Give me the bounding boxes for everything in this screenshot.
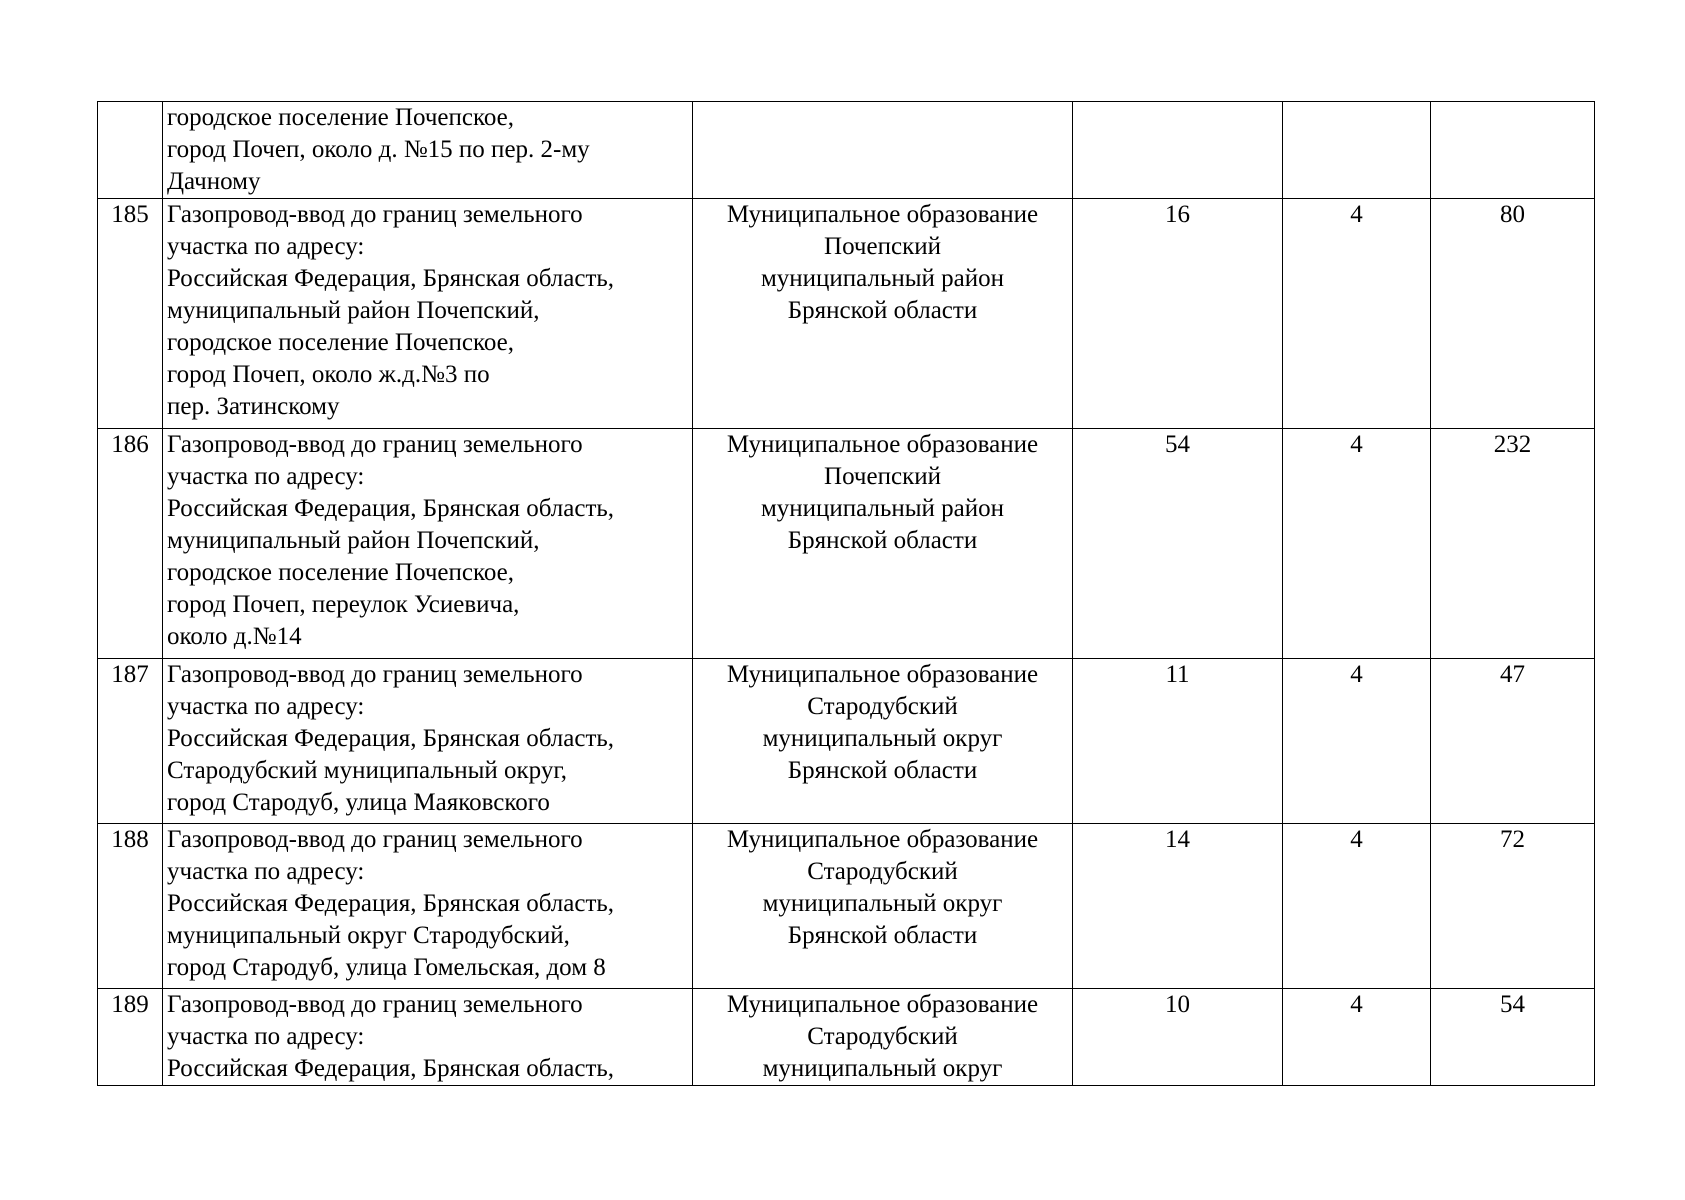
row-number-cell: 186	[98, 429, 163, 659]
table-row	[98, 659, 1595, 824]
value-cell-2: 4	[1283, 824, 1431, 989]
gas-pipeline-table	[97, 101, 1595, 1086]
row-number-cell: 187	[98, 659, 163, 824]
value-cell-3	[1431, 102, 1595, 199]
owner-cell	[693, 102, 1073, 199]
value-cell-2: 4	[1283, 659, 1431, 824]
table-row	[98, 102, 1595, 199]
value-cell-3: 72	[1431, 824, 1595, 989]
address-cell: Газопровод-ввод до границ земельного участка по адресу: Российская Федерация, Брянская область,	[163, 989, 693, 1086]
owner-cell: Муниципальное образование Стародубский муниципальный округ Брянской области	[693, 824, 1073, 989]
row-number-cell: 188	[98, 824, 163, 989]
address-cell: городское поселение Почепское, город Почеп, около д. №15 по пер. 2-му Дачному	[163, 102, 693, 199]
address-cell: Газопровод-ввод до границ земельного участка по адресу: Российская Федерация, Брянская область, Стародубский муниципальный округ, город Стародуб, улица Маяковского	[163, 659, 693, 824]
table-row	[98, 429, 1595, 659]
value-cell-1: 54	[1073, 429, 1283, 659]
value-cell-1	[1073, 102, 1283, 199]
value-cell-2: 4	[1283, 989, 1431, 1086]
value-cell-2	[1283, 102, 1431, 199]
value-cell-3: 232	[1431, 429, 1595, 659]
value-cell-2: 4	[1283, 429, 1431, 659]
value-cell-3: 54	[1431, 989, 1595, 1086]
value-cell-1: 11	[1073, 659, 1283, 824]
row-number-cell	[98, 102, 163, 199]
table-row	[98, 989, 1595, 1086]
address-cell: Газопровод-ввод до границ земельного участка по адресу: Российская Федерация, Брянская область, муниципальный район Почепский, городское поселение Почепское, город Почеп, около ж.д.№3 по пер. Затинскому	[163, 199, 693, 429]
value-cell-1: 16	[1073, 199, 1283, 429]
row-number-cell: 185	[98, 199, 163, 429]
table-row	[98, 824, 1595, 989]
value-cell-3: 47	[1431, 659, 1595, 824]
address-cell: Газопровод-ввод до границ земельного участка по адресу: Российская Федерация, Брянская область, муниципальный округ Стародубский, город Стародуб, улица Гомельская, дом 8	[163, 824, 693, 989]
owner-cell: Муниципальное образование Почепский муниципальный район Брянской области	[693, 429, 1073, 659]
address-cell: Газопровод-ввод до границ земельного участка по адресу: Российская Федерация, Брянская область, муниципальный район Почепский, городское поселение Почепское, город Почеп, переулок Усиевича, около д.№14	[163, 429, 693, 659]
row-number-cell: 189	[98, 989, 163, 1086]
owner-cell: Муниципальное образование Почепский муниципальный район Брянской области	[693, 199, 1073, 429]
value-cell-1: 14	[1073, 824, 1283, 989]
value-cell-3: 80	[1431, 199, 1595, 429]
owner-cell: Муниципальное образование Стародубский муниципальный округ	[693, 989, 1073, 1086]
table-row	[98, 199, 1595, 429]
value-cell-2: 4	[1283, 199, 1431, 429]
value-cell-1: 10	[1073, 989, 1283, 1086]
owner-cell: Муниципальное образование Стародубский муниципальный округ Брянской области	[693, 659, 1073, 824]
